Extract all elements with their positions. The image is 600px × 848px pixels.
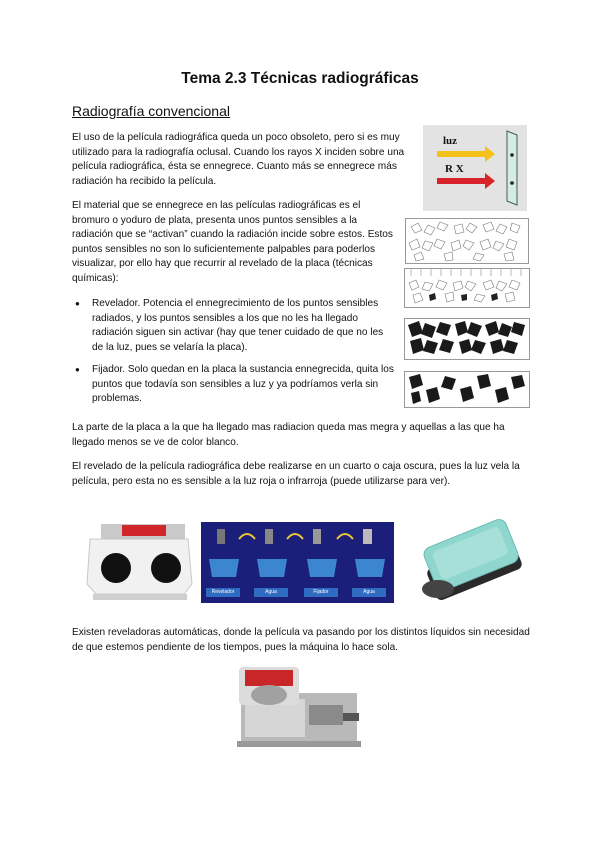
list-item [72, 363, 397, 407]
xray-diagram [423, 125, 527, 211]
list-item [72, 297, 397, 355]
film-strip-unexposed [405, 218, 529, 264]
development-process-diagram [201, 522, 394, 603]
portable-developer-graphic [408, 517, 530, 606]
paragraph-material: El material que se ennegrece en las películas radiográficas es el bromuro o yoduro de plata, presenta unos puntos sensibles a la radiación que se “activan” cuando la radiación incide sobre estos. Estos puntos sensibles no son lo suficientemente palpables para poderlos visualizar, por ello hay que recurrir al revelado de la placa (técnicas químicas): [72, 200, 393, 284]
film-strip-developed [404, 318, 530, 360]
process-step-label: Agua [363, 589, 375, 595]
xray-diagram-graphic [423, 125, 527, 211]
paragraph-intro: El uso de la película radiográfica queda un poco obsoleto, pero si es muy utilizado para la radiografía oclusal. Cuando los rayos X inciden sobre una película radiográfica, ésta se ennegrece. Cuanto más se ennegrece más radiación ha recibido la película. [72, 132, 405, 187]
crystals-graphic [406, 219, 528, 263]
process-step-label: Revelador [211, 589, 235, 595]
page-title: Tema 2.3 Técnicas radiográficas [181, 70, 419, 87]
fixed-graphic [405, 372, 529, 407]
developed-graphic [405, 319, 529, 359]
process-step-label: Fijador [313, 589, 329, 595]
darkroom-box-graphic [84, 522, 194, 602]
xray-label: R X [445, 163, 464, 175]
portable-developer-image [408, 517, 530, 606]
light-label: luz [443, 135, 458, 147]
automatic-processor-graphic [225, 665, 363, 751]
bullet-text: Fijador. Solo quedan en la placa la sustancia ennegrecida, quita los puntos que todavía son sensibles a luz y ya podríamos verla sin problemas. [92, 364, 394, 404]
darkroom-box-image [84, 522, 194, 602]
irradiation-graphic [405, 269, 529, 307]
paragraph-result: La parte de la placa a la que ha llegado mas radiacion queda mas megra y aquellas a las que ha llegado menos se ve de color blanco. [72, 422, 505, 448]
paragraph-darkroom: El revelado de la película radiográfica debe realizarse en un cuarto o caja oscura, pues la luz vela la película, pero esta no es sensible a la luz roja o infrarroja (puede utilizarse para ver). [72, 461, 520, 487]
automatic-processor-image [225, 665, 363, 751]
film-strip-fixed [404, 371, 530, 408]
processing-list [72, 297, 397, 407]
section-heading: Radiografía convencional [72, 103, 230, 119]
bullet-text: Revelador. Potencia el ennegrecimiento de los puntos sensibles radiados, y los puntos sensibles a los que no les ha llegado radiación siguen sin activar (hay que tener cuidado de que no les de la luz, pues se velaría la placa). [92, 298, 384, 353]
process-step-label: Agua [265, 589, 277, 595]
film-strip-irradiated [404, 268, 530, 308]
paragraph-automatic: Existen reveladoras automáticas, donde la película va pasando por los distintos líquidos sin necesidad de que estemos pendiente de los tiempos, pues la máquina lo hace sola. [72, 627, 530, 653]
